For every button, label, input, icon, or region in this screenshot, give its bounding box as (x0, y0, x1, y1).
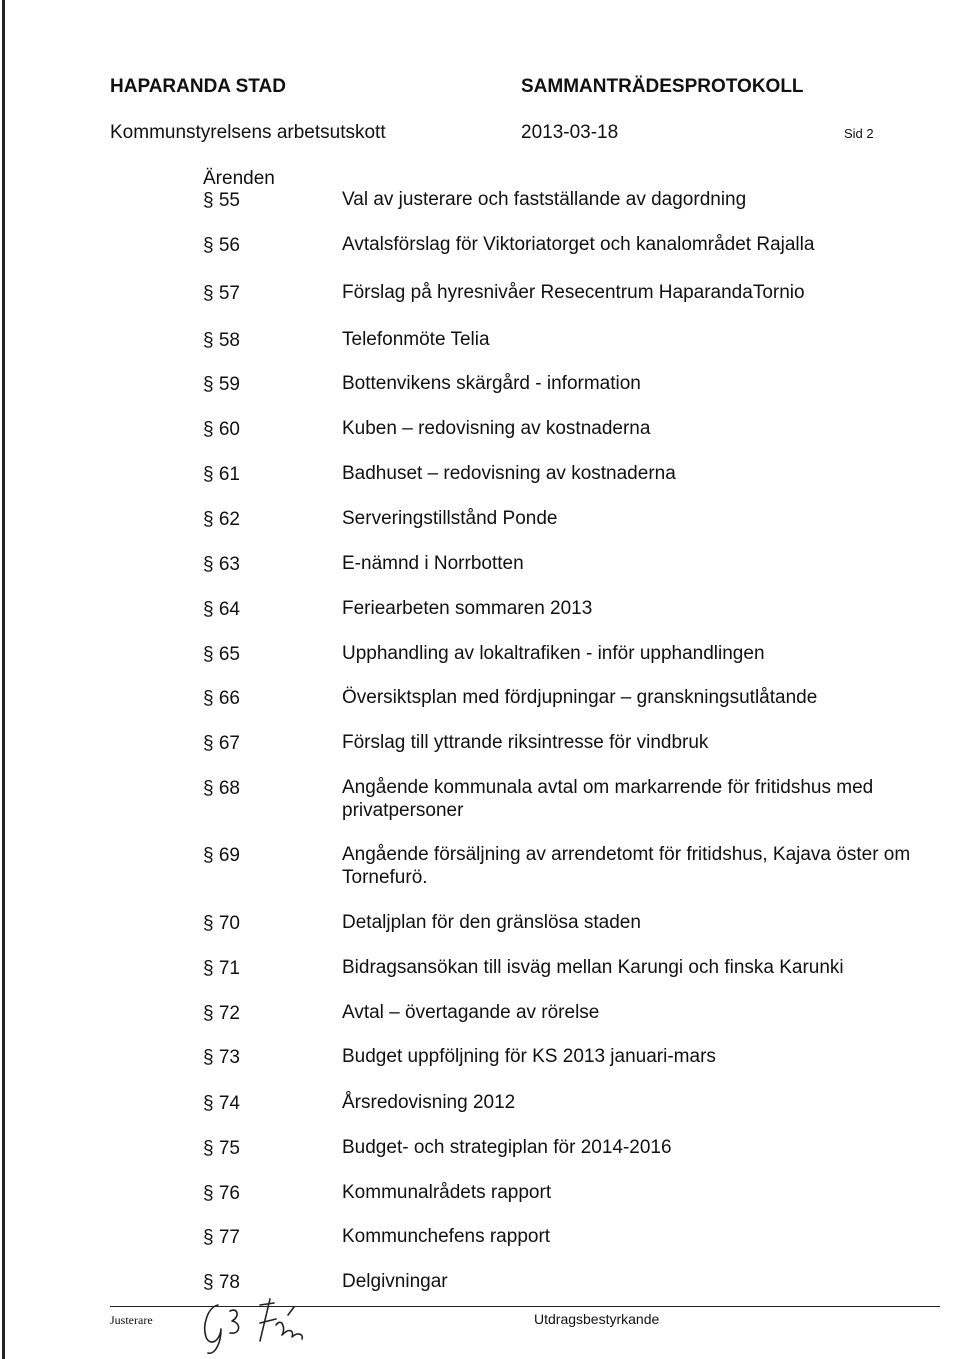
agenda-item-number: § 64 (203, 599, 240, 620)
agenda-item-title: Årsredovisning 2012 (342, 1092, 516, 1113)
document-type: SAMMANTRÄDESPROTOKOLL (521, 76, 804, 97)
agenda-item-title: Kuben – redovisning av kostnaderna (342, 418, 651, 439)
agenda-item-number: § 65 (203, 644, 240, 665)
agenda-item-title: Avtal – övertagande av rörelse (342, 1002, 600, 1023)
agenda-item-number: § 67 (203, 733, 240, 754)
agenda-item-title: Feriearbeten sommaren 2013 (342, 598, 593, 619)
agenda-item-number: § 74 (203, 1093, 240, 1114)
agenda-item-title: Angående försäljning av arrendetomt för fritidshus, Kajava öster om Tornefurö. (342, 844, 911, 888)
agenda-item-number: § 78 (203, 1272, 240, 1293)
agenda-item-number: § 62 (203, 509, 240, 530)
agenda-item-title: Avtalsförslag för Viktoriatorget och kanalområdet Rajalla (342, 234, 815, 255)
organization-name: HAPARANDA STAD (110, 76, 286, 97)
agenda-item-title: Badhuset – redovisning av kostnaderna (342, 463, 676, 484)
agenda-item-title: Kommunchefens rapport (342, 1226, 551, 1247)
agenda-item-number: § 68 (203, 778, 240, 799)
agenda-item-title: Angående kommunala avtal om markarrende för fritidshus med privatpersoner (342, 777, 874, 821)
agenda-item-number: § 73 (203, 1047, 240, 1068)
agenda-item-number: § 55 (203, 190, 240, 211)
agenda-item-number: § 69 (203, 845, 240, 866)
footer-utdragsbestyrkande-label: Utdragsbestyrkande (534, 1311, 660, 1327)
meeting-date: 2013-03-18 (521, 122, 619, 143)
agenda-item-title: Detaljplan för den gränslösa staden (342, 912, 641, 933)
agenda-item-number: § 60 (203, 419, 240, 440)
agenda-item-title: Översiktsplan med fördjupningar – granskningsutlåtande (342, 687, 818, 708)
agenda-item-title: E-nämnd i Norrbotten (342, 553, 524, 574)
agenda-item-title: Kommunalrådets rapport (342, 1182, 552, 1203)
agenda-item-number: § 70 (203, 913, 240, 934)
agenda-item-title: Upphandling av lokaltrafiken - inför upphandlingen (342, 643, 765, 664)
agenda-item-number: § 57 (203, 283, 240, 304)
agenda-item-number: § 66 (203, 688, 240, 709)
agenda-item-title: Serveringstillstånd Ponde (342, 508, 558, 529)
agenda-heading: Ärenden (203, 168, 275, 189)
agenda-item-number: § 71 (203, 958, 240, 979)
footer-justerare-label: Justerare (110, 1313, 153, 1327)
scan-edge-line (2, 0, 5, 1359)
agenda-item-title: Bottenvikens skärgård - information (342, 373, 641, 394)
committee-name: Kommunstyrelsens arbetsutskott (110, 122, 386, 143)
agenda-item-number: § 59 (203, 374, 240, 395)
agenda-item-title: Förslag på hyresnivåer Resecentrum HaparandaTornio (342, 282, 805, 303)
agenda-item-title: Val av justerare och fastställande av dagordning (342, 189, 747, 210)
page-number: Sid 2 (844, 126, 874, 141)
handwritten-initials-signature (190, 1285, 330, 1357)
agenda-item-number: § 58 (203, 330, 240, 351)
agenda-item-number: § 63 (203, 554, 240, 575)
agenda-item-number: § 76 (203, 1183, 240, 1204)
agenda-item-title: Bidragsansökan till isväg mellan Karungi och finska Karunki (342, 957, 844, 978)
agenda-item-number: § 72 (203, 1003, 240, 1024)
agenda-item-title: Budget uppföljning för KS 2013 januari-mars (342, 1046, 716, 1067)
agenda-item-number: § 56 (203, 235, 240, 256)
agenda-item-title: Förslag till yttrande riksintresse för vindbruk (342, 732, 709, 753)
agenda-item-number: § 77 (203, 1227, 240, 1248)
agenda-item-number: § 61 (203, 464, 240, 485)
agenda-item-title: Telefonmöte Telia (342, 329, 490, 350)
agenda-item-title: Budget- och strategiplan för 2014-2016 (342, 1137, 672, 1158)
agenda-item-title: Delgivningar (342, 1271, 448, 1292)
agenda-item-number: § 75 (203, 1138, 240, 1159)
